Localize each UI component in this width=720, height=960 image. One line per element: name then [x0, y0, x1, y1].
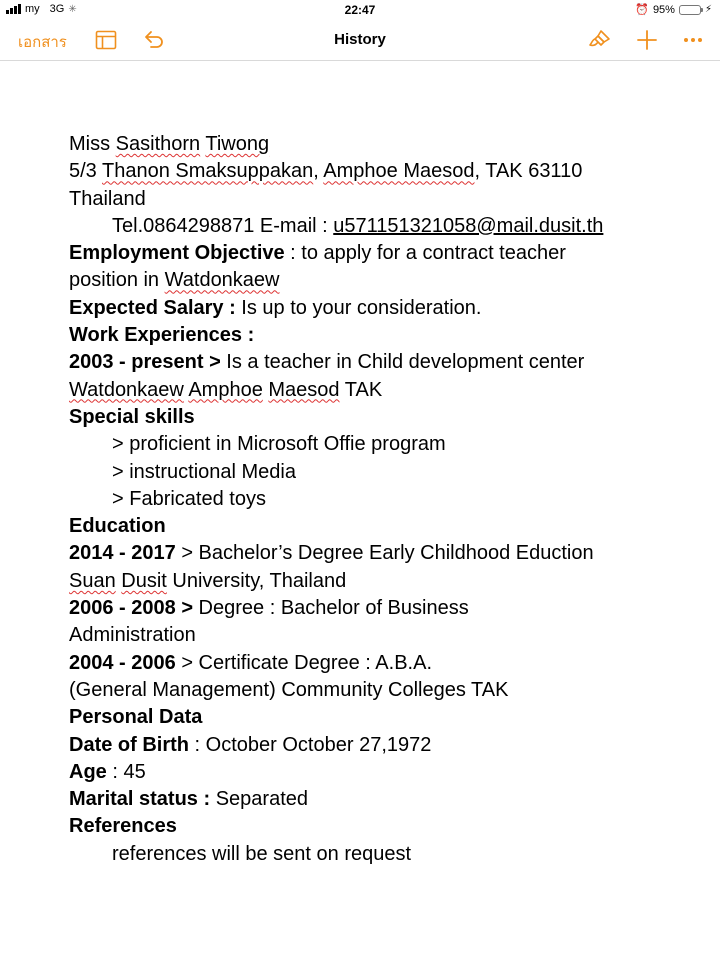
- edu1-place-rest: University, Thailand: [166, 569, 347, 592]
- education-label: Education: [69, 515, 166, 538]
- status-time: 22:47: [344, 3, 376, 17]
- last-name: Tiwong: [205, 133, 270, 155]
- documents-button[interactable]: เอกสาร: [18, 34, 67, 51]
- edu1-place-1: Suan: [69, 569, 116, 592]
- document-title: History: [334, 31, 386, 48]
- work-heading: [69, 322, 669, 349]
- dob-label: Date of Birth: [69, 733, 189, 756]
- edu1-years: 2014 - 2017: [69, 542, 176, 565]
- salary-label: Expected Salary :: [69, 296, 236, 319]
- address-road: Thanon Smaksuppakan: [102, 160, 314, 183]
- skill-item: > proficient in Microsoft Offie program: [112, 433, 446, 456]
- education-line-1b: [69, 568, 669, 595]
- objective-line: [69, 240, 669, 267]
- salary-text: Is up to your consideration.: [235, 296, 482, 319]
- plus-icon[interactable]: [635, 28, 659, 52]
- document-body[interactable]: [69, 131, 669, 868]
- objective-text: : to apply for a contract teacher: [284, 242, 566, 265]
- work-place-2: Amphoe: [188, 378, 263, 401]
- address-rest: , TAK 63110: [474, 160, 583, 183]
- salary-line: [69, 295, 669, 322]
- personal-label: Personal Data: [69, 706, 203, 729]
- work-period: 2003 - present >: [69, 351, 221, 374]
- edu2-text: Degree : Bachelor of Business: [193, 597, 469, 620]
- more-icon[interactable]: [681, 28, 705, 52]
- age-label: Age: [69, 760, 107, 783]
- name-line: [69, 131, 669, 158]
- phone-text: Tel.0864298871 E-mail :: [112, 214, 334, 237]
- education-line-2b: Administration: [69, 624, 196, 647]
- paintbrush-icon[interactable]: [588, 28, 612, 52]
- work-place-rest: TAK: [339, 378, 383, 401]
- edu3-text: > Certificate Degree : A.B.A.: [175, 651, 432, 674]
- personal-heading: [69, 704, 669, 731]
- skills-label: Special skills: [69, 405, 195, 428]
- address-line: 5/3 Thanon Smaksuppakan, Amphoe Maesod, TAK 63110: [69, 160, 583, 183]
- objective-place: Watdonkaew: [164, 269, 280, 292]
- country-line: Thailand: [69, 187, 146, 210]
- edu1-text: > Bachelor’s Degree Early Childhood Eduction: [175, 542, 594, 565]
- skill-item: > Fabricated toys: [112, 487, 266, 510]
- name-prefix: Miss: [69, 133, 116, 155]
- objective-line-2: [69, 267, 669, 294]
- references-heading: [69, 813, 669, 840]
- contact-line: [69, 213, 669, 240]
- network-label: 3G: [49, 3, 65, 15]
- education-line-3b: (General Management) Community Colleges TAK: [69, 678, 509, 701]
- dob-text: : October October 27,1972: [189, 733, 432, 756]
- status-right: [635, 3, 712, 16]
- alarm-icon: ⏰: [635, 4, 649, 16]
- edu1-place-2: Dusit: [121, 569, 167, 592]
- first-name: Sasithorn: [115, 133, 201, 155]
- education-line-3: [69, 650, 669, 677]
- age-line: [69, 759, 669, 786]
- objective-text-2: position in: [69, 269, 165, 292]
- work-place-3: Maesod: [268, 378, 340, 401]
- work-place-line: [69, 377, 669, 404]
- status-bar: [0, 0, 720, 20]
- marital-label: Marital status :: [69, 788, 211, 811]
- education-line-2: [69, 595, 669, 622]
- skill-item: > instructional Media: [112, 460, 296, 483]
- dob-line: [69, 732, 669, 759]
- edu2-years: 2006 - 2008 >: [69, 597, 193, 620]
- education-line-1: [69, 540, 669, 567]
- education-heading: [69, 513, 669, 540]
- battery-icon: [679, 5, 701, 15]
- email-link[interactable]: u571151321058@mail.dusit.th: [333, 214, 604, 237]
- work-line: [69, 349, 669, 376]
- work-place-1: Watdonkaew: [69, 378, 184, 401]
- address-district: Amphoe Maesod: [323, 160, 475, 183]
- references-text: references will be sent on request: [112, 842, 412, 865]
- marital-line: [69, 786, 669, 813]
- skills-heading: [69, 404, 669, 431]
- marital-text: Separated: [210, 788, 309, 811]
- edu3-years: 2004 - 2006: [69, 651, 176, 674]
- address-number: 5/3: [69, 160, 102, 183]
- carrier-label: my: [25, 3, 40, 15]
- objective-label: Employment Objective: [69, 242, 285, 265]
- references-label: References: [69, 815, 177, 838]
- charging-icon: ⚡: [704, 4, 712, 15]
- toolbar: [0, 20, 720, 61]
- activity-icon: ✳: [68, 3, 77, 15]
- work-label: Work Experiences :: [69, 324, 255, 347]
- age-text: : 45: [106, 760, 146, 783]
- battery-percent: 95%: [652, 3, 675, 16]
- work-text: Is a teacher in Child development center: [220, 351, 585, 374]
